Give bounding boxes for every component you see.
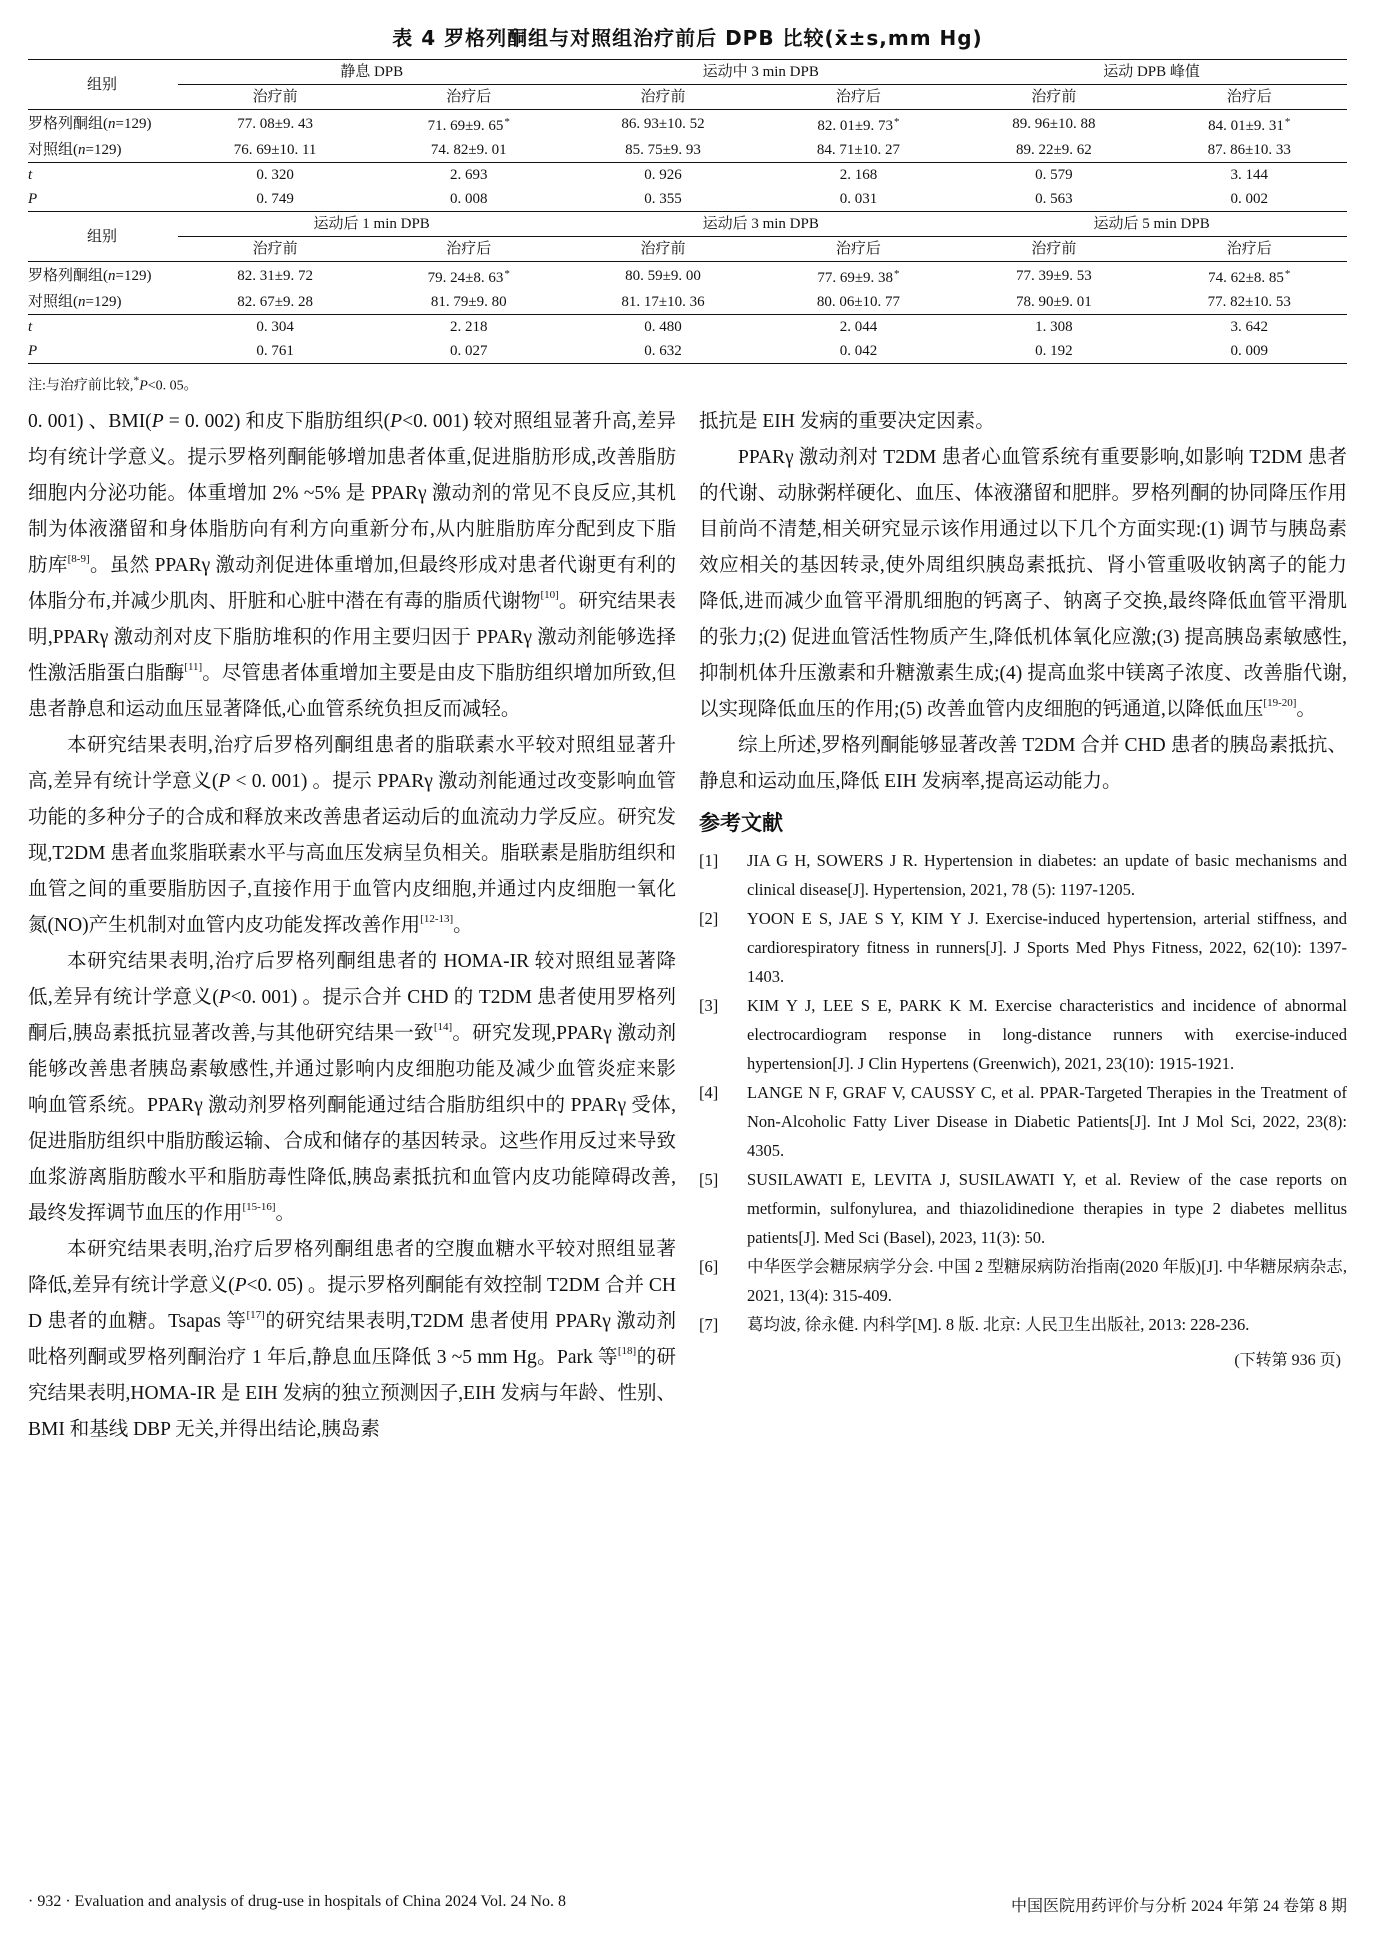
reference-item (699, 991, 1347, 1078)
reference-text: YOON E S, JAE S Y, KIM Y J. Exercise-induced hypertension, arterial stiffness, and cardiorespiratory fitness in runners[J]. J Sports Med Phys Fitness, 2022, 62(10): 1397-1403. (747, 908, 1347, 986)
references-heading: 参考文献 (699, 810, 783, 835)
text-run: 。尽管患者体重增加主要是由皮下脂肪组织增加所致,但患者静息和运动血压显著降低,心血管系统负担反而减轻。 (28, 662, 676, 720)
reference-text: 中华医学会糖尿病学分会. 中国 2 型糖尿病防治指南(2020 年版)[J]. 中华糖尿病杂志, 2021, 13(4): 315-409. (747, 1256, 1347, 1305)
citation-marker: [8-9] (67, 552, 90, 565)
table-cell (761, 110, 956, 139)
body-paragraph (28, 404, 676, 728)
right-column (699, 404, 1347, 1448)
table-cell (956, 187, 1151, 212)
reference-text: LANGE N F, GRAF V, CAUSSY C, et al. PPAR-Targeted Therapies in the Treatment of Non-Alcoholic Fatty Liver Disease in Diabetic Patients[J]. Int J Mol Sci, 2022, 23(8): 4305. (747, 1082, 1347, 1160)
table-cell (1152, 339, 1347, 364)
cell-value: 74. 62±8. 85 (1208, 270, 1284, 286)
cell-value: 79. 24±8. 63 (427, 270, 504, 286)
reference-number: [2] (699, 908, 719, 928)
text-run: 。 (453, 914, 473, 936)
cell-value: 76. 69±10. 11 (233, 142, 317, 158)
reference-number: [1] (699, 850, 719, 870)
cell-value: 2. 168 (839, 167, 878, 183)
row-name-suffix: =129) (115, 116, 152, 132)
text-run: = 0. 002) 和皮下脂肪组织( (163, 410, 391, 432)
cell-value: 78. 90±9. 01 (1015, 294, 1092, 310)
cell-value: 89. 96±10. 88 (1012, 116, 1096, 132)
table-cell (178, 262, 372, 291)
cell-value: 0. 480 (644, 319, 682, 335)
text-run: 本研究结果表明,治疗后罗格列酮组患者的空腹血糖水平较对照组显著降低,差异有统计学意义( (28, 1238, 676, 1296)
significance-star: * (894, 268, 900, 280)
table-cell (178, 163, 372, 188)
table-cell (565, 290, 760, 315)
table-cell (1152, 138, 1347, 163)
citation-marker: [14] (433, 1020, 453, 1033)
text-run: 。研究发现,PPARγ 激动剂能够改善患者胰岛素敏感性,并通过影响内皮细胞功能及减少血管炎症来影响血管系统。PPARγ 激动剂罗格列酮能通过结合脂肪组织中的 PPARγ 受体,促进脂肪组织中脂肪酸运输、合成和储存的基因转录。这些作用反过来导致血浆游离脂肪酸水平和脂肪毒性降低,胰岛素抵抗和血管内皮功能障碍改善,最终发挥调节血压的作用 (28, 1022, 676, 1224)
group-column-header: 组别 (28, 212, 178, 262)
body-paragraph (699, 404, 1347, 440)
table-cell (956, 339, 1151, 364)
body-paragraph (28, 1232, 676, 1448)
cell-value: 0. 009 (1230, 343, 1269, 359)
sub-header-before: 治疗前 (565, 85, 760, 110)
group-header: 静息 DPB (178, 60, 565, 85)
table-cell (565, 187, 760, 212)
citation-marker: [18] (617, 1344, 637, 1357)
table-group-header-row (28, 60, 1347, 85)
text-run: 注:与治疗前比较, (28, 378, 134, 394)
cell-value: 0. 002 (1230, 191, 1269, 207)
citation-marker: * (133, 374, 140, 387)
sub-header-before: 治疗前 (565, 237, 760, 262)
table-cell (565, 315, 760, 340)
table-subheader-row (28, 237, 1347, 262)
table-row (28, 110, 1347, 139)
row-name-variable: t (28, 167, 33, 183)
row-name-suffix: =129) (85, 142, 122, 158)
reference-item (699, 1078, 1347, 1165)
table-group-header-row (28, 212, 1347, 237)
text-run: <0. 001) 。提示合并 CHD 的 T2DM 患者使用罗格列酮后,胰岛素抵抗显著改善,与其他研究结果一致 (28, 986, 677, 1044)
row-name-variable: P (28, 343, 38, 359)
table-cell (1152, 163, 1347, 188)
reference-item (699, 1165, 1347, 1252)
table-cell (761, 290, 956, 315)
sub-header-before: 治疗前 (956, 85, 1151, 110)
cell-value: 85. 75±9. 93 (625, 142, 701, 158)
significance-star: * (1284, 268, 1291, 280)
cell-value: 0. 027 (450, 343, 488, 359)
body-paragraph (699, 440, 1347, 728)
row-group-name (28, 138, 178, 163)
table-cell (565, 339, 760, 364)
cell-value: 81. 79±9. 80 (430, 294, 507, 310)
table-row (28, 187, 1347, 212)
cell-value: 0. 761 (256, 343, 294, 359)
table-cell (178, 290, 372, 315)
citation-marker: [19-20] (1263, 696, 1297, 709)
table-row (28, 138, 1347, 163)
row-name-variable: P (28, 191, 38, 207)
sub-header-after: 治疗后 (761, 85, 956, 110)
cell-value: 0. 031 (839, 191, 878, 207)
reference-number: [4] (699, 1082, 719, 1102)
row-name-prefix: 罗格列酮组( (28, 116, 108, 132)
cell-value: 89. 22±9. 62 (1015, 142, 1092, 158)
footer-right: 中国医院用药评价与分析 2024 年第 24 卷第 8 期 (1010, 1898, 1347, 1915)
table-cell (956, 138, 1151, 163)
table-row (28, 163, 1347, 188)
table-cell (1152, 110, 1347, 139)
reference-list (699, 846, 1347, 1339)
cell-value: 3. 642 (1230, 319, 1269, 335)
cell-value: 0. 192 (1035, 343, 1073, 359)
sub-header-before: 治疗前 (956, 237, 1151, 262)
table-cell (956, 290, 1151, 315)
table-cell (178, 315, 372, 340)
row-group-name (28, 163, 178, 188)
cell-value: 0. 042 (839, 343, 878, 359)
reference-text: SUSILAWATI E, LEVITA J, SUSILAWATI Y, et al. Review of the case reports on metformin, sulfonylurea, and thiazolidinedione therapies in type 2 diabetes mellitus patients[J]. Med Sci (Basel), 2023, 11(3): 50. (747, 1169, 1347, 1247)
cell-value: 2. 044 (839, 319, 878, 335)
row-name-prefix: 对照组( (28, 294, 78, 310)
table-cell (372, 110, 565, 139)
dpb-comparison-table (28, 59, 1347, 364)
text-run: <0. 05。 (147, 378, 198, 394)
group-column-header: 组别 (28, 60, 178, 110)
cell-value: 80. 59±9. 00 (625, 268, 701, 284)
cell-value: 0. 749 (256, 191, 294, 207)
reference-number: [3] (699, 995, 719, 1015)
cell-value: 2. 218 (450, 319, 488, 335)
group-header: 运动中 3 min DPB (565, 60, 956, 85)
table-cell (956, 163, 1151, 188)
table-row (28, 290, 1347, 315)
cell-value: 0. 926 (644, 167, 682, 183)
group-header: 运动 DPB 峰值 (956, 60, 1347, 85)
table-cell (178, 110, 372, 139)
continued-notice: (下转第 936 页) (1234, 1351, 1341, 1369)
text-run: 抵抗是 EIH 发病的重要决定因素。 (699, 410, 995, 432)
cell-value: 82. 01±9. 73 (817, 118, 894, 134)
table-cell (761, 262, 956, 291)
table-cell (372, 138, 565, 163)
reference-text: KIM Y J, LEE S E, PARK K M. Exercise characteristics and incidence of abnormal electrocardiogram response in long-distance runners with exercise-induced hypertension[J]. J Clin Hypertens (Greenwich), 2021, 23(10): 1915-1921. (747, 995, 1347, 1073)
table-cell (372, 187, 565, 212)
table-block-2 (28, 212, 1347, 364)
table-note (28, 370, 1347, 398)
table-cell (565, 163, 760, 188)
reference-item (699, 1252, 1347, 1310)
table-cell (956, 262, 1151, 291)
row-name-prefix: 罗格列酮组( (28, 268, 108, 284)
cell-value: 74. 82±9. 01 (430, 142, 507, 158)
sub-header-after: 治疗后 (1152, 237, 1347, 262)
cell-value: 86. 93±10. 52 (621, 116, 705, 132)
text-run: <0. 001) 较对照组显著升高,差异均有统计学意义。提示罗格列酮能够增加患者体重,促进脂肪形成,改善脂肪细胞内分泌功能。体重增加 2% ~5% 是 PPARγ 激动剂的常见不良反应,其机制为体液潴留和身体脂肪向有利方向重新分布,从内脏脂肪库分配到皮下脂肪库 (28, 410, 676, 576)
right-column-paragraphs (699, 404, 1347, 800)
row-group-name (28, 290, 178, 315)
row-name-variable: n (108, 268, 116, 284)
table-cell (761, 163, 956, 188)
cell-value: 0. 355 (644, 191, 682, 207)
cell-value: 0. 579 (1035, 167, 1073, 183)
cell-value: 0. 563 (1035, 191, 1073, 207)
table-row (28, 262, 1347, 291)
cell-value: 1. 308 (1035, 319, 1073, 335)
row-group-name (28, 315, 178, 340)
table-cell (178, 339, 372, 364)
row-name-suffix: =129) (85, 294, 122, 310)
cell-value: 87. 86±10. 33 (1207, 142, 1291, 158)
reference-number: [6] (699, 1256, 719, 1276)
body-paragraph (28, 728, 676, 944)
table-cell (761, 315, 956, 340)
page-footer (28, 1893, 1347, 1916)
table-cell (1152, 187, 1347, 212)
table-cell (761, 187, 956, 212)
text-run: 本研究结果表明,治疗后罗格列酮组患者的脂联素水平较对照组显著升高,差异有统计学意义( (28, 734, 676, 792)
sub-header-before: 治疗前 (178, 237, 372, 262)
reference-item (699, 846, 1347, 904)
cell-value: 84. 71±10. 27 (816, 142, 901, 158)
text-run: PPARγ 激动剂对 T2DM 患者心血管系统有重要影响,如影响 T2DM 患者的代谢、动脉粥样硬化、血压、体液潴留和肥胖。罗格列酮的协同降压作用目前尚不清楚,相关研究显示该作用通过以下几个方面实现:(1) 调节与胰岛素效应相关的基因转录,使外周组织胰岛素抵抗、肾小管重吸收钠离子的能力降低,进而减少血管平滑肌细胞的钙离子、钠离子交换,最终降低血管平滑肌的张力;(2) 促进血管活性物质产生,降低机体氧化应激;(3) 提高胰岛素敏感性,抑制机体升压激素和升糖激素生成;(4) 提高血浆中镁离子浓度、改善脂代谢,以实现降低血压的作用;(5) 改善血管内皮细胞的钙通道,以降低血压 (699, 446, 1347, 720)
cell-value: 80. 06±10. 77 (816, 294, 901, 310)
citation-marker: [17] (246, 1308, 265, 1321)
text-run: 本研究结果表明,治疗后罗格列酮组患者的 HOMA-IR 较对照组显著降低,差异有统计学意义( (28, 950, 676, 1008)
table-cell (1152, 315, 1347, 340)
table-row (28, 339, 1347, 364)
reference-text: 葛均波, 徐永健. 内科学[M]. 8 版. 北京: 人民卫生出版社, 2013: 228-236. (747, 1314, 1250, 1334)
table-cell (372, 290, 565, 315)
reference-text: JIA G H, SOWERS J R. Hypertension in diabetes: an update of basic mechanisms and clinical disease[J]. Hypertension, 2021, 78 (5): 1197-1205. (747, 850, 1347, 899)
sub-header-after: 治疗后 (761, 237, 956, 262)
cell-value: 71. 69±9. 65 (427, 118, 504, 134)
text-run: 。 (1296, 698, 1316, 720)
citation-marker: [12-13] (420, 912, 454, 925)
cell-value: 84. 01±9. 31 (1208, 118, 1284, 134)
cell-value: 77. 08±9. 43 (237, 116, 313, 132)
text-run: 。 (275, 1202, 296, 1224)
italic-symbol: P (218, 770, 231, 792)
significance-star: * (894, 116, 900, 128)
text-run: 综上所述,罗格列酮能够显著改善 T2DM 合并 CHD 患者的胰岛素抵抗、静息和运动血压,降低 EIH 发病率,提高运动能力。 (699, 734, 1347, 792)
table-cell (956, 110, 1151, 139)
text-run: < 0. 001) 。提示 PPARγ 激动剂能通过改变影响血管功能的多种分子的合成和释放来改善患者运动后的血流动力学反应。研究发现,T2DM 患者血浆脂联素水平与高血压发病呈负相关。脂联素是脂肪组织和血管之间的重要脂肪因子,直接作用于血管内皮细胞,并通过内皮细胞一氧化氮(NO)产生机制对血管内皮功能发挥改善作用 (28, 770, 676, 936)
row-name-prefix: 对照组( (28, 142, 78, 158)
reference-item (699, 904, 1347, 991)
table-cell (1152, 262, 1347, 291)
table-cell (761, 339, 956, 364)
cell-value: 0. 632 (644, 343, 682, 359)
row-group-name (28, 187, 178, 212)
cell-value: 0. 320 (256, 167, 294, 183)
body-columns (28, 404, 1347, 1448)
row-name-variable: n (108, 116, 116, 132)
cell-value: 81. 17±10. 36 (621, 294, 705, 310)
table-cell (565, 262, 760, 291)
significance-star: * (1284, 116, 1291, 128)
group-header: 运动后 3 min DPB (565, 212, 956, 237)
cell-value: 0. 008 (450, 191, 488, 207)
sub-header-after: 治疗后 (372, 237, 565, 262)
significance-star: * (504, 268, 510, 280)
italic-symbol: P (234, 1274, 247, 1296)
reference-number: [7] (699, 1314, 719, 1334)
footer-left: · 932 · Evaluation and analysis of drug-use in hospitals of China 2024 Vol. 24 No. 8 (28, 1893, 567, 1910)
cell-value: 77. 82±10. 53 (1207, 294, 1291, 310)
cell-value: 0. 304 (256, 319, 294, 335)
table-cell (372, 339, 565, 364)
significance-star: * (504, 116, 510, 128)
table-cell (372, 163, 565, 188)
text-run: 的研究结果表明,T2DM 患者使用 PPARγ 激动剂吡格列酮或罗格列酮治疗 1 年后,静息血压降低 3 ~5 mm Hg。Park 等 (28, 1310, 676, 1368)
table-cell (565, 110, 760, 139)
italic-symbol: P (139, 378, 148, 394)
row-name-variable: n (78, 142, 86, 158)
text-run: 。虽然 PPARγ 激动剂促进体重增加,但最终形成对患者代谢更有利的体脂分布,并减少肌肉、肝脏和心脏中潜在有毒的脂质代谢物 (28, 554, 676, 612)
table-cell (372, 315, 565, 340)
sub-header-after: 治疗后 (1152, 85, 1347, 110)
table-cell (178, 138, 372, 163)
table-title: 表 4 罗格列酮组与对照组治疗前后 DPB 比较(x̄±s,mm Hg) (392, 26, 983, 50)
row-name-variable: t (28, 319, 33, 335)
citation-marker: [15-16] (242, 1200, 276, 1213)
citation-marker: [10] (540, 588, 559, 601)
table-block-1 (28, 60, 1347, 212)
table-row (28, 315, 1347, 340)
cell-value: 3. 144 (1230, 167, 1269, 183)
body-paragraph (699, 728, 1347, 800)
italic-symbol: P (390, 410, 403, 432)
text-run: 的研究结果表明,HOMA-IR 是 EIH 发病的独立预测因子,EIH 发病与年龄、性别、BMI 和基线 DBP 无关,并得出结论,胰岛素 (28, 1346, 676, 1440)
table-cell (178, 187, 372, 212)
row-group-name (28, 339, 178, 364)
italic-symbol: P (218, 986, 231, 1008)
sub-header-after: 治疗后 (372, 85, 565, 110)
table-subheader-row (28, 85, 1347, 110)
row-group-name (28, 262, 178, 291)
sub-header-before: 治疗前 (178, 85, 372, 110)
group-header: 运动后 1 min DPB (178, 212, 565, 237)
cell-value: 82. 31±9. 72 (237, 268, 313, 284)
citation-marker: [11] (184, 660, 203, 673)
cell-value: 82. 67±9. 28 (237, 294, 313, 310)
table-cell (565, 138, 760, 163)
row-name-variable: n (78, 294, 86, 310)
cell-value: 77. 39±9. 53 (1015, 268, 1092, 284)
italic-symbol: P (151, 410, 164, 432)
cell-value: 77. 69±9. 38 (817, 270, 894, 286)
body-paragraph (28, 944, 676, 1232)
text-run: 0. 001) 、BMI( (28, 410, 152, 432)
reference-number: [5] (699, 1169, 719, 1189)
reference-item (699, 1310, 1347, 1339)
left-column (28, 404, 676, 1448)
table-cell (761, 138, 956, 163)
table-cell (956, 315, 1151, 340)
row-name-suffix: =129) (115, 268, 152, 284)
table-cell (372, 262, 565, 291)
text-run: 。研究结果表明,PPARγ 激动剂对皮下脂肪堆积的作用主要归因于 PPARγ 激动剂能够选择性激活脂蛋白脂酶 (28, 590, 676, 684)
row-group-name (28, 110, 178, 139)
table-cell (1152, 290, 1347, 315)
text-run: <0. 05) 。提示罗格列酮能有效控制 T2DM 合并 CHD 患者的血糖。Tsapas 等 (28, 1274, 676, 1332)
group-header: 运动后 5 min DPB (956, 212, 1347, 237)
cell-value: 2. 693 (450, 167, 488, 183)
